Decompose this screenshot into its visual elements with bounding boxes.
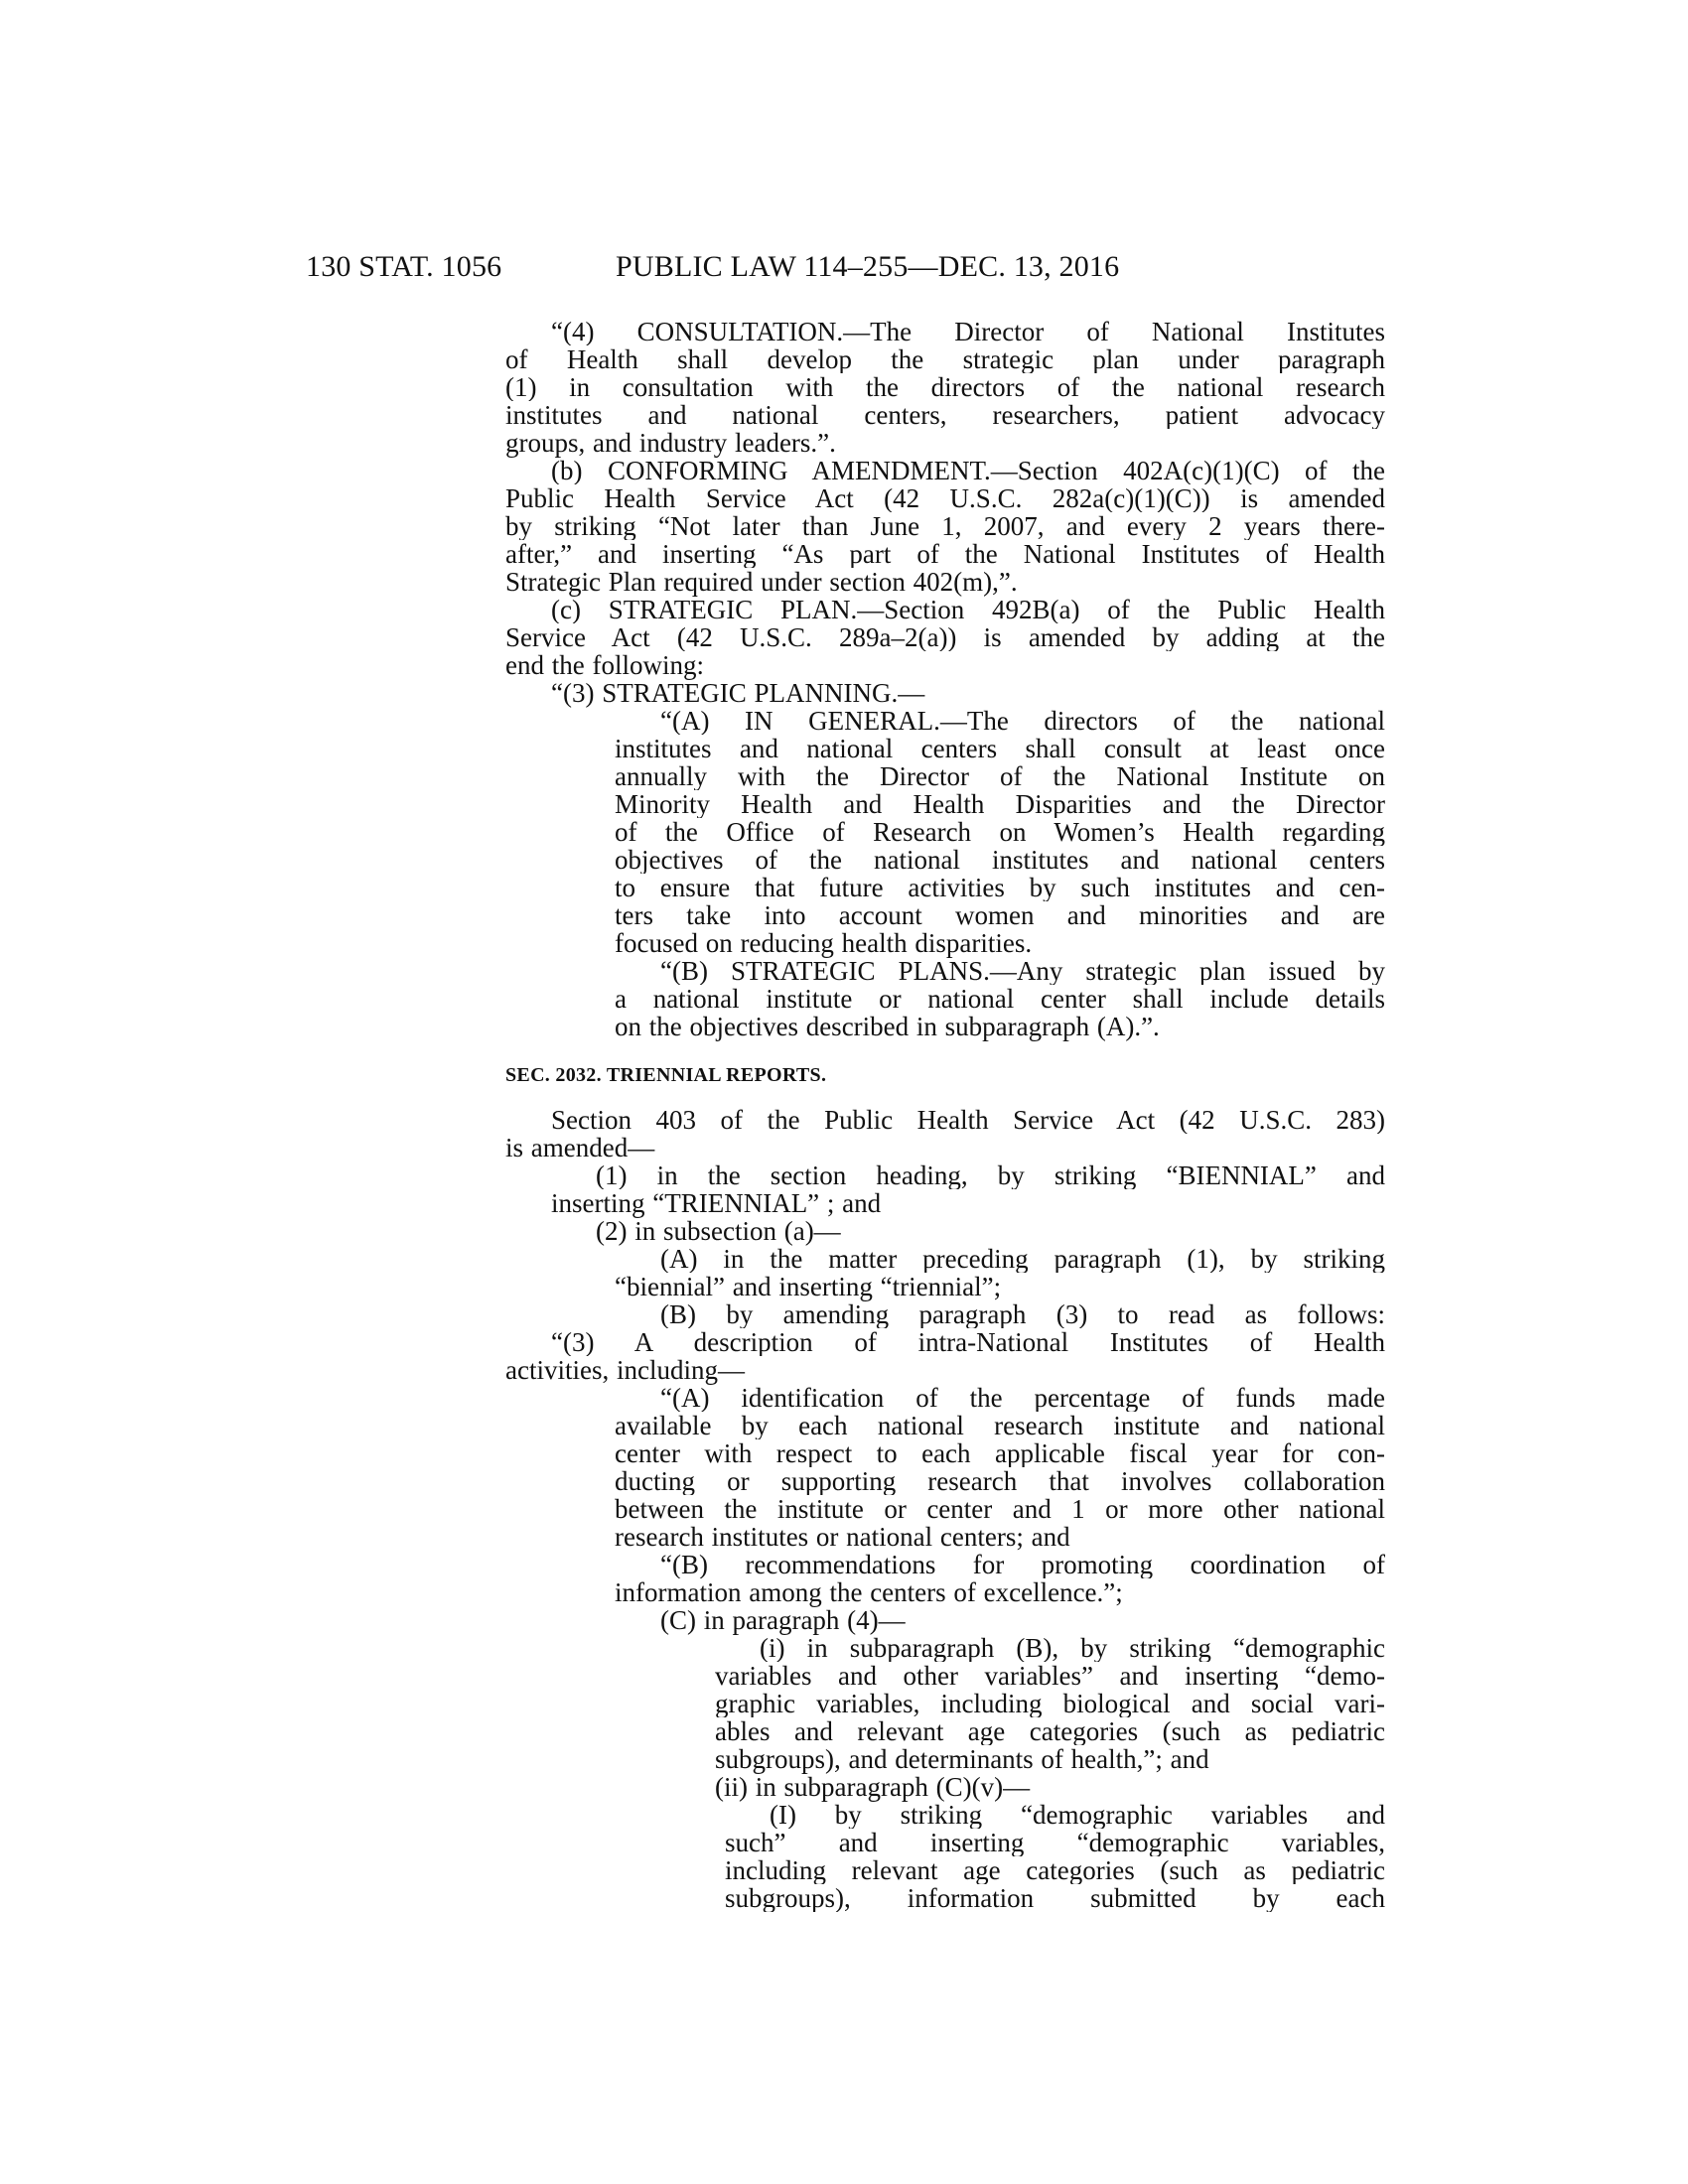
text-line: institutes and national centers, researchers, patient advocacy xyxy=(505,401,1385,429)
text-line: (C) in paragraph (4)— xyxy=(660,1605,906,1635)
text-line: focused on reducing health disparities. xyxy=(615,928,1033,958)
text-line: (I) by striking “demographic variables and xyxy=(770,1801,1385,1829)
text-line: (B) by amending paragraph (3) to read as follows: xyxy=(660,1300,1385,1328)
text-line: activities, including— xyxy=(505,1355,745,1385)
section-heading: SEC. 2032. TRIENNIAL REPORTS. xyxy=(505,1064,827,1086)
text-line: (1) in consultation with the directors of the national research xyxy=(505,373,1385,401)
text-line: (2) in subsection (a)— xyxy=(596,1216,841,1246)
text-line: center with respect to each applicable fiscal year for con- xyxy=(615,1439,1385,1467)
text-line: of Health shall develop the strategic plan under paragraph xyxy=(505,345,1385,373)
text-line: groups, and industry leaders.”. xyxy=(505,428,836,458)
text-line: Minority Health and Health Disparities and the Director xyxy=(615,790,1385,818)
text-line: such” and inserting “demographic variables, xyxy=(725,1829,1385,1856)
text-line: by striking “Not later than June 1, 2007, and every 2 years there- xyxy=(505,512,1385,540)
text-line: ables and relevant age categories (such as pediatric xyxy=(715,1717,1385,1745)
text-line: “(A) identification of the percentage of funds made xyxy=(660,1384,1385,1412)
text-line: end the following: xyxy=(505,650,704,680)
text-line: of the Office of Research on Women’s Health regarding xyxy=(615,818,1385,846)
text-line: Service Act (42 U.S.C. 289a–2(a)) is amended by adding at the xyxy=(505,623,1385,651)
text-line: variables and other variables” and inserting “demo- xyxy=(715,1662,1385,1690)
text-line: ters take into account women and minorities and are xyxy=(615,901,1385,929)
text-line: annually with the Director of the National Institute on xyxy=(615,762,1385,790)
text-line: after,” and inserting “As part of the National Institutes of Health xyxy=(505,540,1385,568)
text-line: to ensure that future activities by such institutes and cen- xyxy=(615,874,1385,901)
text-line: ducting or supporting research that involves collaboration xyxy=(615,1467,1385,1495)
text-line: graphic variables, including biological and social vari- xyxy=(715,1690,1385,1717)
text-line: research institutes or national centers; and xyxy=(615,1522,1070,1552)
text-line: “biennial” and inserting “triennial”; xyxy=(615,1272,1002,1301)
text-line: Public Health Service Act (42 U.S.C. 282a(c)(1)(C)) is amended xyxy=(505,484,1385,512)
text-line: (1) in the section heading, by striking “BIENNIAL” and xyxy=(596,1161,1385,1189)
text-line: subgroups), and determinants of health,”; and xyxy=(715,1744,1209,1774)
text-line: between the institute or center and 1 or more other national xyxy=(615,1495,1385,1523)
text-line: (b) CONFORMING AMENDMENT.—Section 402A(c)(1)(C) of the xyxy=(551,457,1385,484)
text-line: Section 403 of the Public Health Service Act (42 U.S.C. 283) xyxy=(551,1106,1385,1134)
text-line: (ii) in subparagraph (C)(v)— xyxy=(715,1772,1031,1802)
text-line: (A) in the matter preceding paragraph (1), by striking xyxy=(660,1245,1385,1273)
text-line: “(3) A description of intra-National Institutes of Health xyxy=(551,1328,1385,1356)
text-line: “(4) CONSULTATION.—The Director of National Institutes xyxy=(551,318,1385,345)
page-stat-citation: 130 STAT. 1056 xyxy=(306,250,502,283)
text-line: institutes and national centers shall consult at least once xyxy=(615,735,1385,762)
text-line: available by each national research institute and national xyxy=(615,1412,1385,1439)
text-line: “(B) recommendations for promoting coordination of xyxy=(660,1551,1385,1578)
text-line: subgroups), information submitted by each xyxy=(725,1884,1385,1912)
text-line: a national institute or national center shall include details xyxy=(615,985,1385,1013)
text-line: is amended— xyxy=(505,1133,655,1162)
running-header-title: PUBLIC LAW 114–255—DEC. 13, 2016 xyxy=(616,250,1120,283)
text-line: on the objectives described in subparagraph (A).”. xyxy=(615,1012,1160,1041)
text-line: “(B) STRATEGIC PLANS.—Any strategic plan issued by xyxy=(660,957,1385,985)
text-line: objectives of the national institutes and national centers xyxy=(615,846,1385,874)
text-line: including relevant age categories (such as pediatric xyxy=(725,1856,1385,1884)
text-line: inserting “TRIENNIAL” ; and xyxy=(551,1188,882,1218)
text-line: “(3) STRATEGIC PLANNING.— xyxy=(551,678,925,708)
text-line: (i) in subparagraph (B), by striking “demographic xyxy=(760,1634,1385,1662)
text-line: (c) STRATEGIC PLAN.—Section 492B(a) of the Public Health xyxy=(551,596,1385,623)
text-line: information among the centers of excellence.”; xyxy=(615,1577,1123,1607)
text-line: Strategic Plan required under section 402(m),”. xyxy=(505,567,1018,597)
text-line: “(A) IN GENERAL.—The directors of the national xyxy=(660,707,1385,735)
